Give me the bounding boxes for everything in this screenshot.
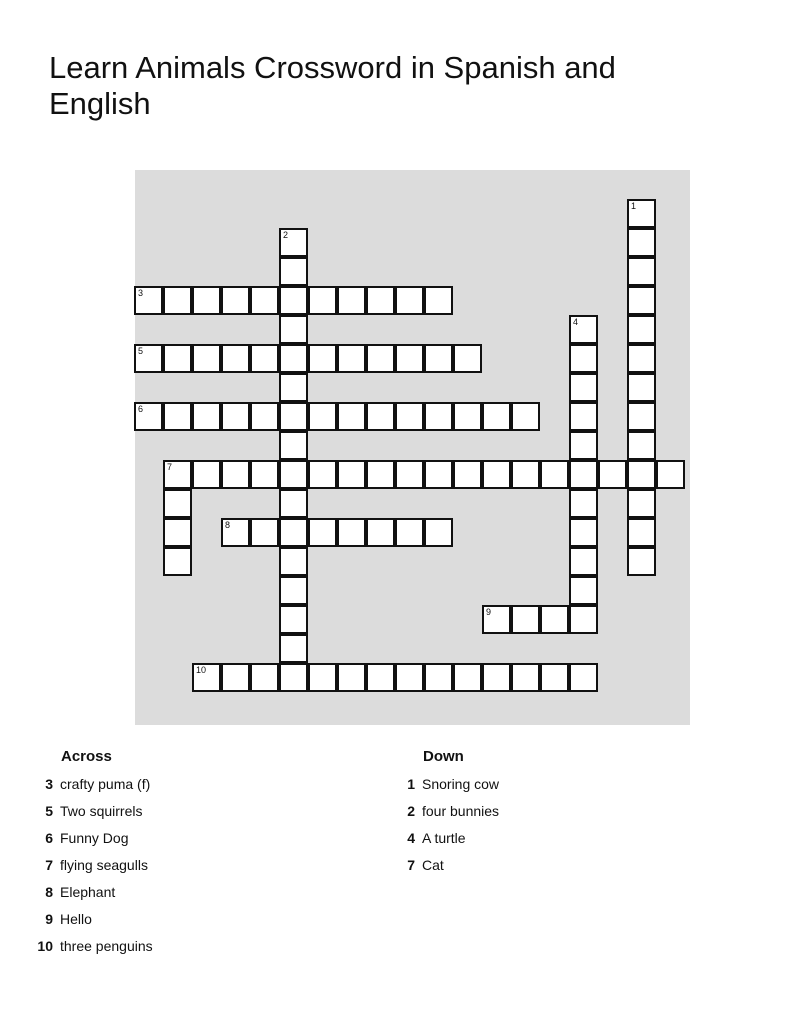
clue-across-3	[37, 776, 153, 803]
grid-cell[interactable]	[250, 402, 279, 431]
clue-number: 3	[45, 776, 53, 792]
grid-cell[interactable]	[453, 344, 482, 373]
across-clues	[37, 748, 153, 965]
grid-cell[interactable]	[250, 344, 279, 373]
grid-cell[interactable]	[569, 431, 598, 460]
grid-cell[interactable]	[337, 460, 366, 489]
clue-across-8	[37, 884, 153, 911]
grid-cell[interactable]	[395, 518, 424, 547]
clue-text: Hello	[60, 911, 92, 927]
grid-cell[interactable]	[163, 518, 192, 547]
grid-cell[interactable]	[221, 286, 250, 315]
grid-cell[interactable]	[308, 460, 337, 489]
cell-number: 9	[486, 607, 492, 617]
grid-cell[interactable]	[395, 344, 424, 373]
grid-cell[interactable]	[511, 460, 540, 489]
grid-cell[interactable]	[337, 402, 366, 431]
grid-cell[interactable]	[540, 605, 569, 634]
grid-cell[interactable]	[279, 605, 308, 634]
grid-cell[interactable]	[482, 460, 511, 489]
grid-cell[interactable]	[279, 402, 308, 431]
grid-cell[interactable]	[134, 402, 163, 431]
grid-cell[interactable]	[163, 286, 192, 315]
grid-cell[interactable]	[279, 634, 308, 663]
clue-number: 6	[45, 830, 53, 846]
grid-cell[interactable]	[221, 402, 250, 431]
grid-cell[interactable]	[366, 518, 395, 547]
grid-cell[interactable]	[424, 518, 453, 547]
grid-cell[interactable]	[279, 315, 308, 344]
clue-text: three penguins	[60, 938, 153, 954]
grid-cell[interactable]	[482, 402, 511, 431]
grid-cell[interactable]	[308, 663, 337, 692]
cell-number: 10	[196, 665, 207, 675]
clue-number: 7	[45, 857, 53, 873]
grid-cell[interactable]	[192, 344, 221, 373]
grid-cell[interactable]	[337, 344, 366, 373]
grid-cell[interactable]	[453, 460, 482, 489]
grid-cell[interactable]	[250, 460, 279, 489]
grid-cell[interactable]	[395, 460, 424, 489]
grid-cell[interactable]	[366, 286, 395, 315]
clue-text: Cat	[422, 857, 444, 873]
clue-text: flying seagulls	[60, 857, 148, 873]
clue-number: 5	[45, 803, 53, 819]
grid-cell[interactable]	[279, 286, 308, 315]
grid-cell[interactable]	[569, 489, 598, 518]
grid-cell[interactable]	[279, 460, 308, 489]
grid-cell[interactable]	[627, 344, 656, 373]
grid-cell[interactable]	[627, 286, 656, 315]
grid-cell[interactable]	[598, 460, 627, 489]
grid-cell[interactable]	[308, 344, 337, 373]
grid-cell[interactable]	[627, 547, 656, 576]
clue-across-7	[37, 857, 153, 884]
grid-cell[interactable]	[366, 402, 395, 431]
across-heading: Across	[61, 748, 112, 765]
grid-cell[interactable]	[540, 663, 569, 692]
grid-cell[interactable]	[279, 576, 308, 605]
grid-cell[interactable]	[192, 663, 221, 692]
grid-cell[interactable]	[337, 663, 366, 692]
grid-cell[interactable]	[627, 402, 656, 431]
grid-cell[interactable]	[163, 402, 192, 431]
clue-text: Elephant	[60, 884, 116, 900]
grid-cell[interactable]	[279, 663, 308, 692]
grid-cell[interactable]	[279, 431, 308, 460]
grid-cell[interactable]	[221, 663, 250, 692]
grid-cell[interactable]	[366, 663, 395, 692]
clue-across-6	[37, 830, 153, 857]
grid-cell[interactable]	[453, 663, 482, 692]
grid-cell[interactable]	[569, 547, 598, 576]
grid-cell[interactable]	[569, 518, 598, 547]
clue-down-4	[399, 830, 499, 857]
grid-cell[interactable]	[395, 663, 424, 692]
grid-cell[interactable]	[569, 663, 598, 692]
grid-cell[interactable]	[163, 344, 192, 373]
clue-text: A turtle	[422, 830, 466, 846]
clue-text: four bunnies	[422, 803, 500, 819]
grid-cell[interactable]	[308, 286, 337, 315]
grid-cell[interactable]	[511, 402, 540, 431]
grid-cell[interactable]	[279, 518, 308, 547]
grid-cell[interactable]	[627, 460, 656, 489]
grid-cell[interactable]	[627, 489, 656, 518]
grid-cell[interactable]	[308, 518, 337, 547]
down-heading: Down	[423, 748, 464, 765]
grid-cell[interactable]	[221, 518, 250, 547]
grid-cell[interactable]	[424, 286, 453, 315]
cell-number: 5	[138, 346, 144, 356]
grid-cell[interactable]	[627, 257, 656, 286]
clue-text: Funny Dog	[60, 830, 129, 846]
grid-cell[interactable]	[221, 344, 250, 373]
grid-cell[interactable]	[192, 402, 221, 431]
clue-number: 2	[407, 803, 415, 819]
grid-cell[interactable]	[250, 518, 279, 547]
clue-across-10	[37, 938, 153, 965]
grid-cell[interactable]	[569, 344, 598, 373]
down-clues	[399, 748, 499, 884]
grid-cell[interactable]	[569, 605, 598, 634]
clue-number: 1	[407, 776, 415, 792]
grid-cell[interactable]	[366, 460, 395, 489]
grid-cell[interactable]	[163, 547, 192, 576]
grid-cell[interactable]	[424, 460, 453, 489]
cell-number: 6	[138, 404, 144, 414]
grid-cell[interactable]	[250, 286, 279, 315]
grid-cell[interactable]	[134, 286, 163, 315]
clue-number: 7	[407, 857, 415, 873]
grid-cell[interactable]	[192, 286, 221, 315]
grid-cell[interactable]	[279, 344, 308, 373]
grid-cell[interactable]	[482, 605, 511, 634]
clue-down-2	[399, 803, 499, 830]
cell-number: 7	[167, 462, 173, 472]
cell-number: 3	[138, 288, 144, 298]
grid-cell[interactable]	[424, 402, 453, 431]
grid-cell[interactable]	[279, 228, 308, 257]
clue-number: 10	[37, 938, 53, 954]
grid-cell[interactable]	[627, 431, 656, 460]
grid-cell[interactable]	[192, 460, 221, 489]
grid-cell[interactable]	[511, 663, 540, 692]
clue-number: 4	[407, 830, 415, 846]
cell-number: 2	[283, 230, 289, 240]
grid-cell[interactable]	[163, 460, 192, 489]
grid-cell[interactable]	[540, 460, 569, 489]
cell-number: 1	[631, 201, 637, 211]
clue-text: Snoring cow	[422, 776, 500, 792]
grid-cell[interactable]	[424, 344, 453, 373]
clue-text: Two squirrels	[60, 803, 143, 819]
grid-cell[interactable]	[337, 518, 366, 547]
grid-cell[interactable]	[279, 257, 308, 286]
grid-cell[interactable]	[569, 402, 598, 431]
grid-cell[interactable]	[308, 402, 337, 431]
clue-across-9	[37, 911, 153, 938]
grid-cell[interactable]	[250, 663, 279, 692]
clue-number: 9	[45, 911, 53, 927]
grid-cell[interactable]	[163, 489, 192, 518]
grid-cell[interactable]	[482, 663, 511, 692]
grid-cell[interactable]	[627, 373, 656, 402]
grid-cell[interactable]	[337, 286, 366, 315]
grid-cell[interactable]	[656, 460, 685, 489]
clue-number: 8	[45, 884, 53, 900]
grid-cell[interactable]	[627, 199, 656, 228]
grid-cell[interactable]	[279, 547, 308, 576]
grid-cell[interactable]	[134, 344, 163, 373]
cell-number: 8	[225, 520, 231, 530]
grid-cell[interactable]	[569, 373, 598, 402]
grid-cell[interactable]	[279, 489, 308, 518]
crossword-grid	[135, 170, 690, 725]
grid-cell[interactable]	[511, 605, 540, 634]
cell-number: 4	[573, 317, 579, 327]
grid-cell[interactable]	[395, 402, 424, 431]
clue-down-7	[399, 857, 499, 884]
grid-cell[interactable]	[569, 315, 598, 344]
clue-across-5	[37, 803, 153, 830]
grid-cell[interactable]	[627, 518, 656, 547]
grid-cell[interactable]	[366, 344, 395, 373]
page-title: Learn Animals Crossword in Spanish and English	[49, 50, 616, 121]
clue-down-1	[399, 776, 499, 803]
grid-cell[interactable]	[453, 402, 482, 431]
clue-text: crafty puma (f)	[60, 776, 151, 792]
grid-cell[interactable]	[221, 460, 250, 489]
grid-cell[interactable]	[627, 228, 656, 257]
grid-cell[interactable]	[395, 286, 424, 315]
grid-cell[interactable]	[569, 576, 598, 605]
grid-cell[interactable]	[569, 460, 598, 489]
grid-cell[interactable]	[279, 373, 308, 402]
grid-cell[interactable]	[424, 663, 453, 692]
grid-cell[interactable]	[627, 315, 656, 344]
